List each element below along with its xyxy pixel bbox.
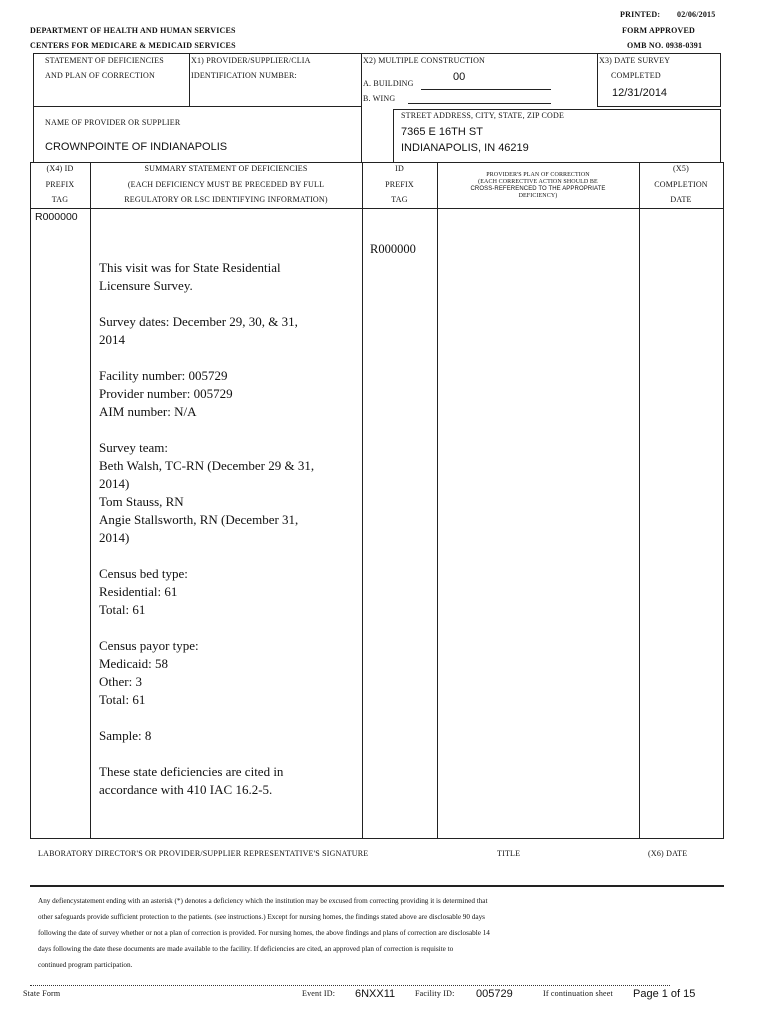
event-id-label: Event ID:	[302, 989, 336, 998]
col-divider-1	[90, 162, 91, 839]
building-underline	[421, 89, 551, 90]
signature-rule	[30, 885, 724, 887]
divider-x3	[597, 53, 598, 106]
x1-label-1: X1) PROVIDER/SUPPLIER/CLIA	[191, 56, 311, 65]
summary-header-2: (EACH DEFICIENCY MUST BE PRECEDED BY FULL	[127, 180, 325, 189]
table-header-bottom	[30, 208, 724, 209]
building-label: A. BUILDING	[363, 79, 414, 88]
plan-header-2: (EACH CORRECTIVE ACTION SHOULD BE	[478, 179, 598, 185]
printed-date: 02/06/2015	[677, 10, 716, 19]
wing-underline	[408, 103, 551, 104]
x5-header-2: COMPLETION	[654, 180, 708, 189]
left-prefix-tag: R000000	[35, 211, 78, 223]
disclaimer-line-3: following the date of survey whether or not a plan of correction is provided. For nursing homes, the above findings and plans of correction are disclosable 14	[38, 929, 490, 937]
plan-header-3: CROSS-REFERENCED TO THE APPROPRIATE	[470, 186, 606, 192]
x4-header-1: (X4) ID	[46, 164, 74, 173]
wing-label: B. WING	[363, 94, 396, 103]
date-completed: 12/31/2014	[612, 87, 668, 99]
col-divider-2	[362, 162, 363, 839]
department-title: DEPARTMENT OF HEALTH AND HUMAN SERVICES	[30, 26, 236, 35]
facility-id-value: 005729	[476, 988, 513, 1000]
x4-header-2: PREFIX	[45, 180, 75, 189]
table-left-border	[30, 162, 31, 839]
col-divider-3	[437, 162, 438, 839]
form-approved: FORM APPROVED	[622, 26, 696, 35]
disclaimer	[38, 893, 718, 973]
table-bottom-border	[30, 838, 724, 839]
address-left-border	[393, 109, 394, 163]
omb-number: OMB NO. 0938-0391	[627, 41, 703, 50]
id-header-3: TAG	[391, 195, 408, 204]
state-form-label: State Form	[23, 989, 61, 998]
disclaimer-line-4: days following the date these documents are made available to the facility. If deficiencies are cited, an approved plan of correction is requisite to	[38, 945, 454, 953]
disclaimer-line-1: Any defiencystatement ending with an asterisk (*) denotes a deficiency which the institution may be excused from correcting providing it is determined that	[38, 897, 488, 905]
x3-label-1: X3) DATE SURVEY	[599, 56, 671, 65]
city-state-zip: INDIANAPOLIS, IN 46219	[401, 142, 529, 154]
x1-label-2: IDENTIFICATION NUMBER:	[191, 71, 297, 80]
plan-header-4: DEFICIENCY)	[518, 193, 558, 199]
provider-name-label: NAME OF PROVIDER OR SUPPLIER	[45, 118, 181, 127]
deficiency-statement: This visit was for State Residential Licensure Survey. Survey dates: December 29, 30, & 31, 2014 Facility number: 005729 Provider number: 005729 AIM number: N/A Survey team: Beth Walsh, TC-RN (December 29 & 31, 2014) Tom Stauss, RN Angie Stallsworth, RN (December 31, 2014) Census bed type: Residential: 61 Total: 61 Census payor type: Medicaid: 58 Other: 3 Total: 61 Sample: 8 These state deficiencies are cited in accordance with 410 IAC 16.2-5.	[99, 260, 315, 797]
building-value: 00	[453, 71, 466, 83]
divider-x2	[361, 53, 362, 163]
provider-name: CROWNPOINTE OF INDIANAPOLIS	[45, 141, 228, 153]
disclaimer-line-2: other safeguards provide sufficient protection to the patients. (see instructions.) Except for nursing homes, the findings stated above are disclosable 90 days	[38, 913, 485, 921]
lab-director-signature-label: LABORATORY DIRECTOR'S OR PROVIDER/SUPPLIER REPRESENTATIVE'S SIGNATURE	[38, 849, 369, 858]
footer-rule	[30, 985, 670, 986]
statement-label-2: AND PLAN OF CORRECTION	[45, 71, 155, 80]
table-top-border	[30, 162, 724, 163]
summary-header-3: REGULATORY OR LSC IDENTIFYING INFORMATION)	[124, 195, 328, 204]
title-label: TITLE	[497, 849, 521, 858]
col-divider-4	[639, 162, 640, 839]
divider-x1	[189, 53, 190, 107]
box-left-border	[33, 53, 34, 107]
address-right-border	[720, 109, 721, 163]
address-top-border	[393, 109, 721, 110]
x6-date-label: (X6) DATE	[648, 849, 688, 858]
id-header-2: PREFIX	[385, 180, 414, 189]
top-border	[33, 53, 721, 54]
page-number: Page 1 of 15	[633, 988, 696, 1000]
id-header-1: ID	[395, 164, 404, 173]
printed-label: PRINTED:	[620, 10, 661, 19]
event-id-value: 6NXX11	[355, 988, 396, 1000]
x5-header-1: (X5)	[673, 164, 689, 173]
provider-left-border	[33, 106, 34, 163]
disclaimer-line-5: continued program participation.	[38, 961, 133, 969]
summary-header-1: SUMMARY STATEMENT OF DEFICIENCIES	[144, 164, 308, 173]
centers-title: CENTERS FOR MEDICARE & MEDICAID SERVICES	[30, 41, 236, 50]
address-label: STREET ADDRESS, CITY, STATE, ZIP CODE	[401, 111, 565, 120]
statement-label-1: STATEMENT OF DEFICIENCIES	[45, 56, 164, 65]
box-right-border	[720, 53, 721, 106]
continuation-sheet-label: If continuation sheet	[543, 989, 613, 998]
right-prefix-tag: R000000	[370, 242, 416, 256]
x4-header-3: TAG	[51, 195, 69, 204]
x2-label: X2) MULTIPLE CONSTRUCTION	[363, 56, 486, 65]
facility-id-label: Facility ID:	[415, 989, 455, 998]
x3-label-2: COMPLETED	[611, 71, 661, 80]
x3-bottom	[597, 106, 721, 107]
table-right-border	[723, 162, 724, 839]
street-address: 7365 E 16TH ST	[401, 126, 483, 138]
plan-header-1: PROVIDER'S PLAN OF CORRECTION	[486, 172, 590, 178]
box-bottom-left	[33, 106, 361, 107]
x5-header-3: DATE	[670, 195, 692, 204]
